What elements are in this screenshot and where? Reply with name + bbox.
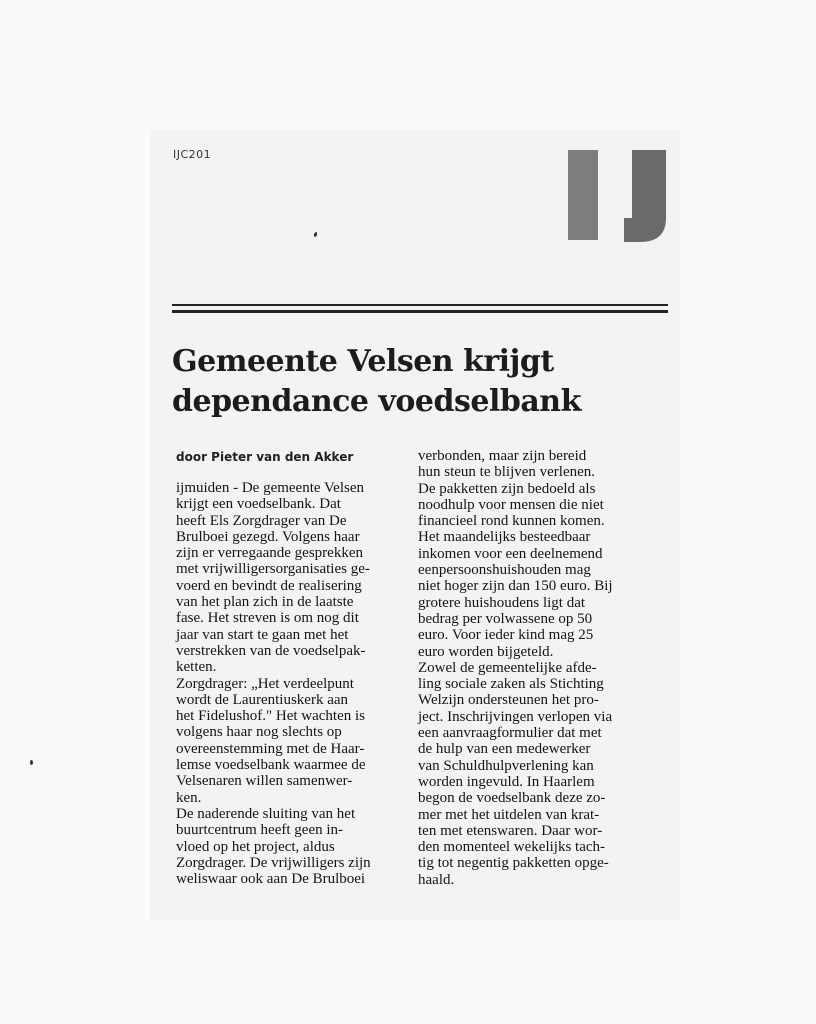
article-line: van het plan zich in de laatste <box>176 594 354 611</box>
article-line: inkomen voor een deelnemend <box>418 545 603 562</box>
article-line: grotere huishoudens ligt dat <box>418 594 586 611</box>
article-line: de hulp van een medewerker <box>418 741 591 758</box>
article-line: heeft Els Zorgdrager van De <box>176 512 347 529</box>
article-line: met vrijwilligersorganisaties ge- <box>176 561 370 578</box>
article-line: krijgt een voedselbank. Dat <box>176 496 341 513</box>
article-line: hun steun te blijven verlenen. <box>418 464 596 481</box>
article-line: overeenstemming met de Haar- <box>176 740 365 757</box>
article-column-left <box>176 480 408 887</box>
article-line: niet hoger zijn dan 150 euro. Bij <box>418 578 613 595</box>
article-line: ling sociale zaken als Stichting <box>418 676 604 693</box>
article-line: Zorgdrager. De vrijwilligers zijn <box>176 854 371 871</box>
article-line: noodhulp voor mensen die niet <box>418 496 604 513</box>
article-line: haald. <box>418 871 455 888</box>
header-rule-thick <box>172 310 668 313</box>
article-line: Zorgdrager: „Het verdeelpunt <box>176 675 354 692</box>
article-line: eenpersoonshuishouden mag <box>418 562 591 579</box>
article-line: buurtcentrum heeft geen in- <box>176 822 344 839</box>
article-line: bedrag per volwassene op 50 <box>418 610 593 627</box>
article-line: worden ingevuld. In Haarlem <box>418 773 595 790</box>
article-line: ject. Inschrijvingen verlopen via <box>418 708 613 725</box>
clipping-code: IJC201 <box>173 148 212 161</box>
article-line: verbonden, maar zijn bereid <box>418 448 587 464</box>
article-line: tig tot negentig pakketten opge- <box>418 855 609 872</box>
article-line: Het maandelijks besteedbaar <box>418 529 591 546</box>
article-line: Velsenaren willen samenwer- <box>176 773 353 790</box>
article-line: ketten. <box>176 659 217 676</box>
article-line: financieel rond kunnen komen. <box>418 513 605 530</box>
article-line: De naderende sluiting van het <box>176 805 356 822</box>
article-line: euro. Voor ieder kind mag 25 <box>418 627 594 644</box>
article-line: zijn er verregaande gesprekken <box>176 545 363 562</box>
article-line: weliswaar ook aan De Brulboei <box>176 871 366 888</box>
newspaper-logo <box>566 146 670 244</box>
headline <box>172 342 652 422</box>
article-line: volgens haar nog slechts op <box>176 724 342 741</box>
headline-line: dependance voedselbank <box>172 384 581 419</box>
article-line: Welzijn ondersteunen het pro- <box>418 692 599 709</box>
headline-line: Gemeente Velsen krijgt <box>172 344 554 379</box>
article-line: van Schuldhulpverlening kan <box>418 757 594 774</box>
article-line: den momenteel wekelijks tach- <box>418 839 606 856</box>
header-rule <box>172 304 668 306</box>
article-line: begon de voedselbank deze zo- <box>418 790 606 807</box>
article-line: lemse voedselbank waarmee de <box>176 757 366 774</box>
article-line: De pakketten zijn bedoeld als <box>418 480 596 497</box>
article-line: ken. <box>176 789 202 806</box>
article-line: ten met etenswaren. Daar wor- <box>418 822 603 839</box>
article-line: Zowel de gemeentelijke afde- <box>418 659 597 676</box>
article-line: vloed op het project, aldus <box>176 838 335 855</box>
article-line: jaar van start te gaan met het <box>176 626 349 643</box>
article-line: mer met het uitdelen van krat- <box>418 806 600 823</box>
article-line: ijmuiden - De gemeente Velsen <box>176 480 364 496</box>
scan-speck <box>30 760 33 765</box>
article-line: verstrekken van de voedselpak- <box>176 642 366 659</box>
byline: door Pieter van den Akker <box>176 450 354 464</box>
article-line: wordt de Laurentiuskerk aan <box>176 691 349 708</box>
article-line: een aanvraagformulier dat met <box>418 725 602 742</box>
article-line: Brulboei gezegd. Volgens haar <box>176 528 360 545</box>
article-line: voerd en bevindt de realisering <box>176 577 362 594</box>
article-line: fase. Het streven is om nog dit <box>176 610 359 627</box>
article-line: euro worden bijgeteld. <box>418 643 554 660</box>
article-line: het Fidelushof." Het wachten is <box>176 708 366 725</box>
article-column-right <box>418 448 650 888</box>
